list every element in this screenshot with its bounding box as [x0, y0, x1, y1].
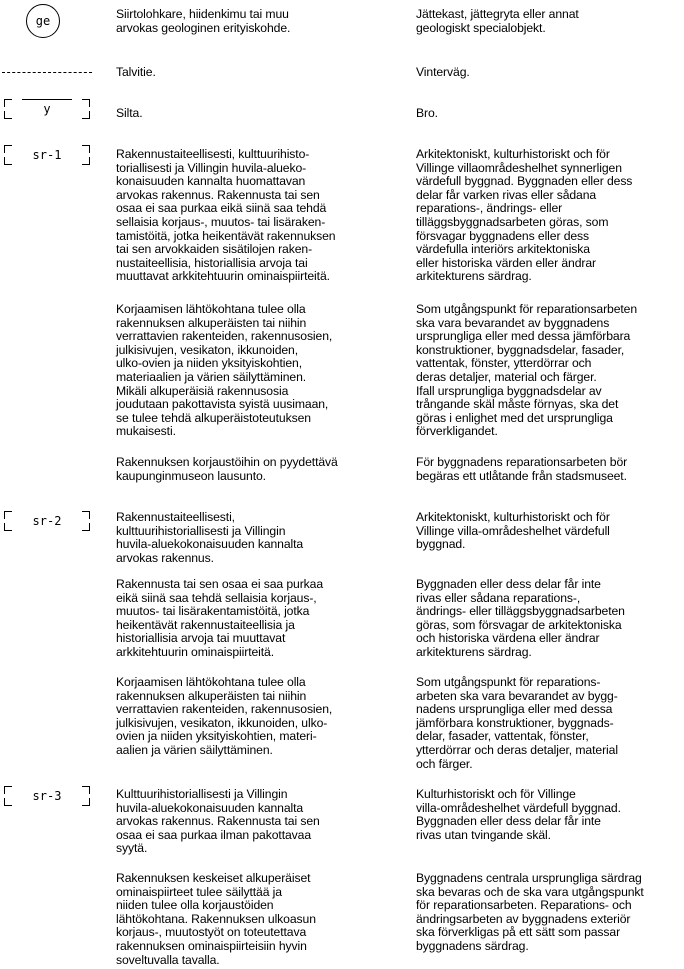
finnish-paragraph-2: Korjaamisen lähtökohtana tulee olla rakennuksen alkuperäisten tai niihin verrattavien rakenteiden, rakennusosien, julkisivujen, vesikaton, ikkunoiden, ulko-ovien ja niiden yksityiskohtien, materiaalien ja värien säilyttäminen. Mikäli alkuperäisiä rakennusosia joudutaan pakottavista syistä uusimaan, se tulee tehdä alkuperäistoteutuksen mukaisesti.: [116, 302, 333, 439]
finnish-text: Siirtolohkare, hiidenkimu tai muu arvokas geologinen erityiskohde.: [116, 7, 291, 35]
finnish-paragraph-3: Rakennuksen korjaustöihin on pyydettävä kaupunginmuseon lausunto.: [116, 455, 338, 483]
swedish-paragraph-2: Byggnaden eller dess delar får inte rivas eller sådana reparations-, ändrings- eller tilläggsbyggnadsarbeten göras, som försvagar de arkitektoniska och historiska värdena eller ändrar arkitekturens särdrag.: [416, 577, 625, 659]
sr-3-symbol: [4, 786, 90, 806]
symbol-label: sr-1: [32, 148, 62, 162]
sr-2-symbol: [4, 511, 90, 531]
swedish-text: Bro.: [416, 106, 438, 120]
swedish-text: Vinterväg.: [416, 65, 470, 79]
swedish-paragraph-2: Som utgångspunkt för reparationsarbeten ska vara bevarandet av byggnadens ursprungliga eller med dessa jämförbara konstruktioner, byggnadsdelar, fasader, vattentak, fönster, ytterdörrar och deras detaljer, material och färger. Ifall ursprungliga byggnadsdelar av trångande skäl måste förnyas, ska det göras i enlighet med det ursprungliga förverkligandet.: [416, 302, 638, 439]
finnish-paragraph-1: Rakennustaiteellisesti, kulttuurihisto- toriallisesti ja Villingin huvila-alueko- konaisuuden kannalta huomattavan arvokas rakennus. Rakennusta tai sen osaa ei saa purkaa eikä siinä saa tehdä sellaisia korjaus-, muutos- tai lisäraken- tamistöitä, jotka heikentävät rakennuksen tai sen arvokkaiden sisätilojen raken- nustaiteellisia, historiallisia arvoja tai muuttavat arkkitehtuurin ominaispiirteitä.: [116, 147, 336, 284]
swedish-paragraph-1: Arkitektoniskt, kulturhistoriskt och för Villinge villaområdeshelhet synnerligen värdefull byggnad. Byggnaden eller dess delar får varken rivas eller sådana reparations-, ändrings- eller tilläggsbyggnadsarbeten göras, som försvagar byggnadens eller dess värdefulla interiörs arkitektoniska eller historiska värden eller ändrar arkitekturens särdrag.: [416, 147, 633, 284]
swedish-paragraph-1: Kulturhistoriskt och för Villinge villa-områdeshelhet värdefull byggnad. Byggnaden eller dess delar får inte rivas utan tvingande skäl.: [416, 787, 621, 842]
symbol-label: y: [43, 102, 51, 116]
symbol-label: sr-3: [32, 789, 62, 803]
swedish-text: Jättekast, jättegryta eller annat geologiskt specialobjekt.: [416, 7, 579, 35]
finnish-text: Silta.: [116, 106, 143, 120]
finnish-paragraph-2: Rakennuksen keskeiset alkuperäiset ominaispiirteet tulee säilyttää ja niiden tulee olla korjaustöiden lähtökohtana. Rakennuksen ulkoasun korjaus-, muutostyöt on toteutettava rakennuksen ominaispiirteisiin hyvin soveltuvalla tavalla.: [116, 871, 316, 967]
swedish-paragraph-3: För byggnadens reparationsarbeten bör begäras ett utlåtande från stadsmuseet.: [416, 455, 628, 483]
finnish-paragraph-1: Kulttuurihistoriallisesti ja Villingin huvila-aluekokonaisuuden kannalta arvokas rakennus. Rakennusta tai sen osaa ei saa purkaa ilman pakottavaa syytä.: [116, 787, 320, 856]
sr-1-symbol: [4, 145, 90, 165]
symbol-label: ge: [35, 14, 51, 28]
symbol-label: sr-2: [32, 514, 62, 528]
swedish-paragraph-2: Byggnadens centrala ursprungliga särdrag ska bevaras och de ska vara utgångspunkt för reparationsarbeten. Reparations- och ändringsarbeten av byggnadens exteriör ska förverkligas på ett sätt som passar byggnadens särdrag.: [416, 871, 644, 953]
swedish-paragraph-1: Arkitektoniskt, kulturhistoriskt och för Villinge villa-områdeshelhet värdefull byggnad.: [416, 510, 610, 552]
finnish-text: Talvitie.: [116, 65, 156, 79]
finnish-paragraph-2: Rakennusta tai sen osaa ei saa purkaa eikä siinä saa tehdä sellaisia korjaus-, muutos- tai lisärakentamistöitä, jotka heikentävät rakennustaiteellisia ja historiallisia arvoja tai muuttavat arkkitehtuurin ominaispiirteitä.: [116, 577, 324, 659]
finnish-paragraph-1: Rakennustaiteellisesti, kulttuurihistoriallisesti ja Villingin huvila-aluekokonaisuuden kannalta arvokas rakennus.: [116, 510, 304, 565]
finnish-paragraph-3: Korjaamisen lähtökohtana tulee olla rakennuksen alkuperäisten tai niihin verrattavien rakenteiden, rakennusosien, julkisivujen, vesikaton, ikkunoiden, ulko- ovien ja niiden yksityiskohtien, materi- aalien ja värien säilyttäminen.: [116, 675, 333, 757]
winter-road-dashed-line-symbol: [2, 72, 92, 73]
geological-site-symbol: [26, 4, 60, 38]
swedish-paragraph-3: Som utgångspunkt för reparations- arbeten ska vara bevarandet av bygg- nadens ursprungliga eller med dessa jämförbara konstruktioner, byggnads- delar, fasader, vattentak, fönster, ytterdörrar och deras detaljer, material och färger.: [416, 675, 618, 771]
bridge-symbol: [4, 99, 90, 119]
